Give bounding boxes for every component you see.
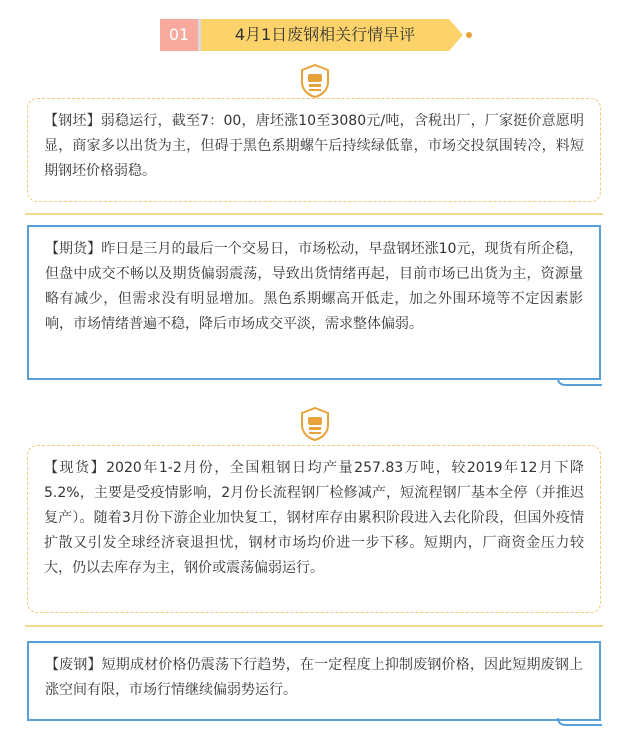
section-card-futures xyxy=(27,225,601,380)
divider xyxy=(25,625,603,627)
title-arrow-shape xyxy=(449,19,463,51)
title-dot xyxy=(466,32,472,38)
section-title: 4月1日废钢相关行情早评 xyxy=(201,19,449,51)
blue-corner-decoration xyxy=(556,376,604,388)
divider xyxy=(25,213,603,215)
fist-badge-icon xyxy=(300,64,330,98)
section-card-billet xyxy=(27,98,601,202)
section-card-spot xyxy=(27,445,601,613)
section-text-billet: 【钢坯】弱稳运行，截至7：00，唐坯涨10至3080元/吨，含税出厂，厂家挺价意愿明显，商家多以出货为主，但碍于黑色系期螺午后持续绿低靠，市场交投氛围转冷，料短期钢坯价格弱稳。 xyxy=(44,113,584,179)
section-number: 01 xyxy=(160,19,198,51)
section-card-scrap xyxy=(27,641,601,721)
section-text-scrap: 【废钢】短期成材价格仍震荡下行趋势，在一定程度上抑制废钢价格，因此短期废钢上涨空间有限，市场行情继续偏弱势运行。 xyxy=(45,657,583,698)
fist-badge-icon xyxy=(300,407,330,441)
section-text-spot: 【现货】2020年1-2月份，全国粗钢日均产量257.83万吨，较2019年12月下降5.2%，主要是受疫情影响，2月份长流程钢厂检修减产，短流程钢厂基本全停（并推迟复产）。随着3月份下游企业加快复工，钢材库存由累积阶段进入去化阶段，但国外疫情扩散又引发全球经济衰退担忧，钢材市场均价进一步下移。短期内，厂商资金压力较大，仍以去库存为主，钢价或震荡偏弱运行。 xyxy=(44,460,584,576)
blue-corner-decoration xyxy=(556,716,604,728)
section-header xyxy=(160,19,480,51)
section-text-futures: 【期货】昨日是三月的最后一个交易日，市场松动，早盘钢坯涨10元，现货有所企稳，但盘中成交不畅以及期货偏弱震荡，导致出货情绪再起，目前市场已出货为主，资源量略有减少，但需求没有明显增加。黑色系期螺高开低走，加之外围环境等不定因素影响，市场情绪普遍不稳，降后市场成交平淡，需求整体偏弱。 xyxy=(45,241,583,332)
